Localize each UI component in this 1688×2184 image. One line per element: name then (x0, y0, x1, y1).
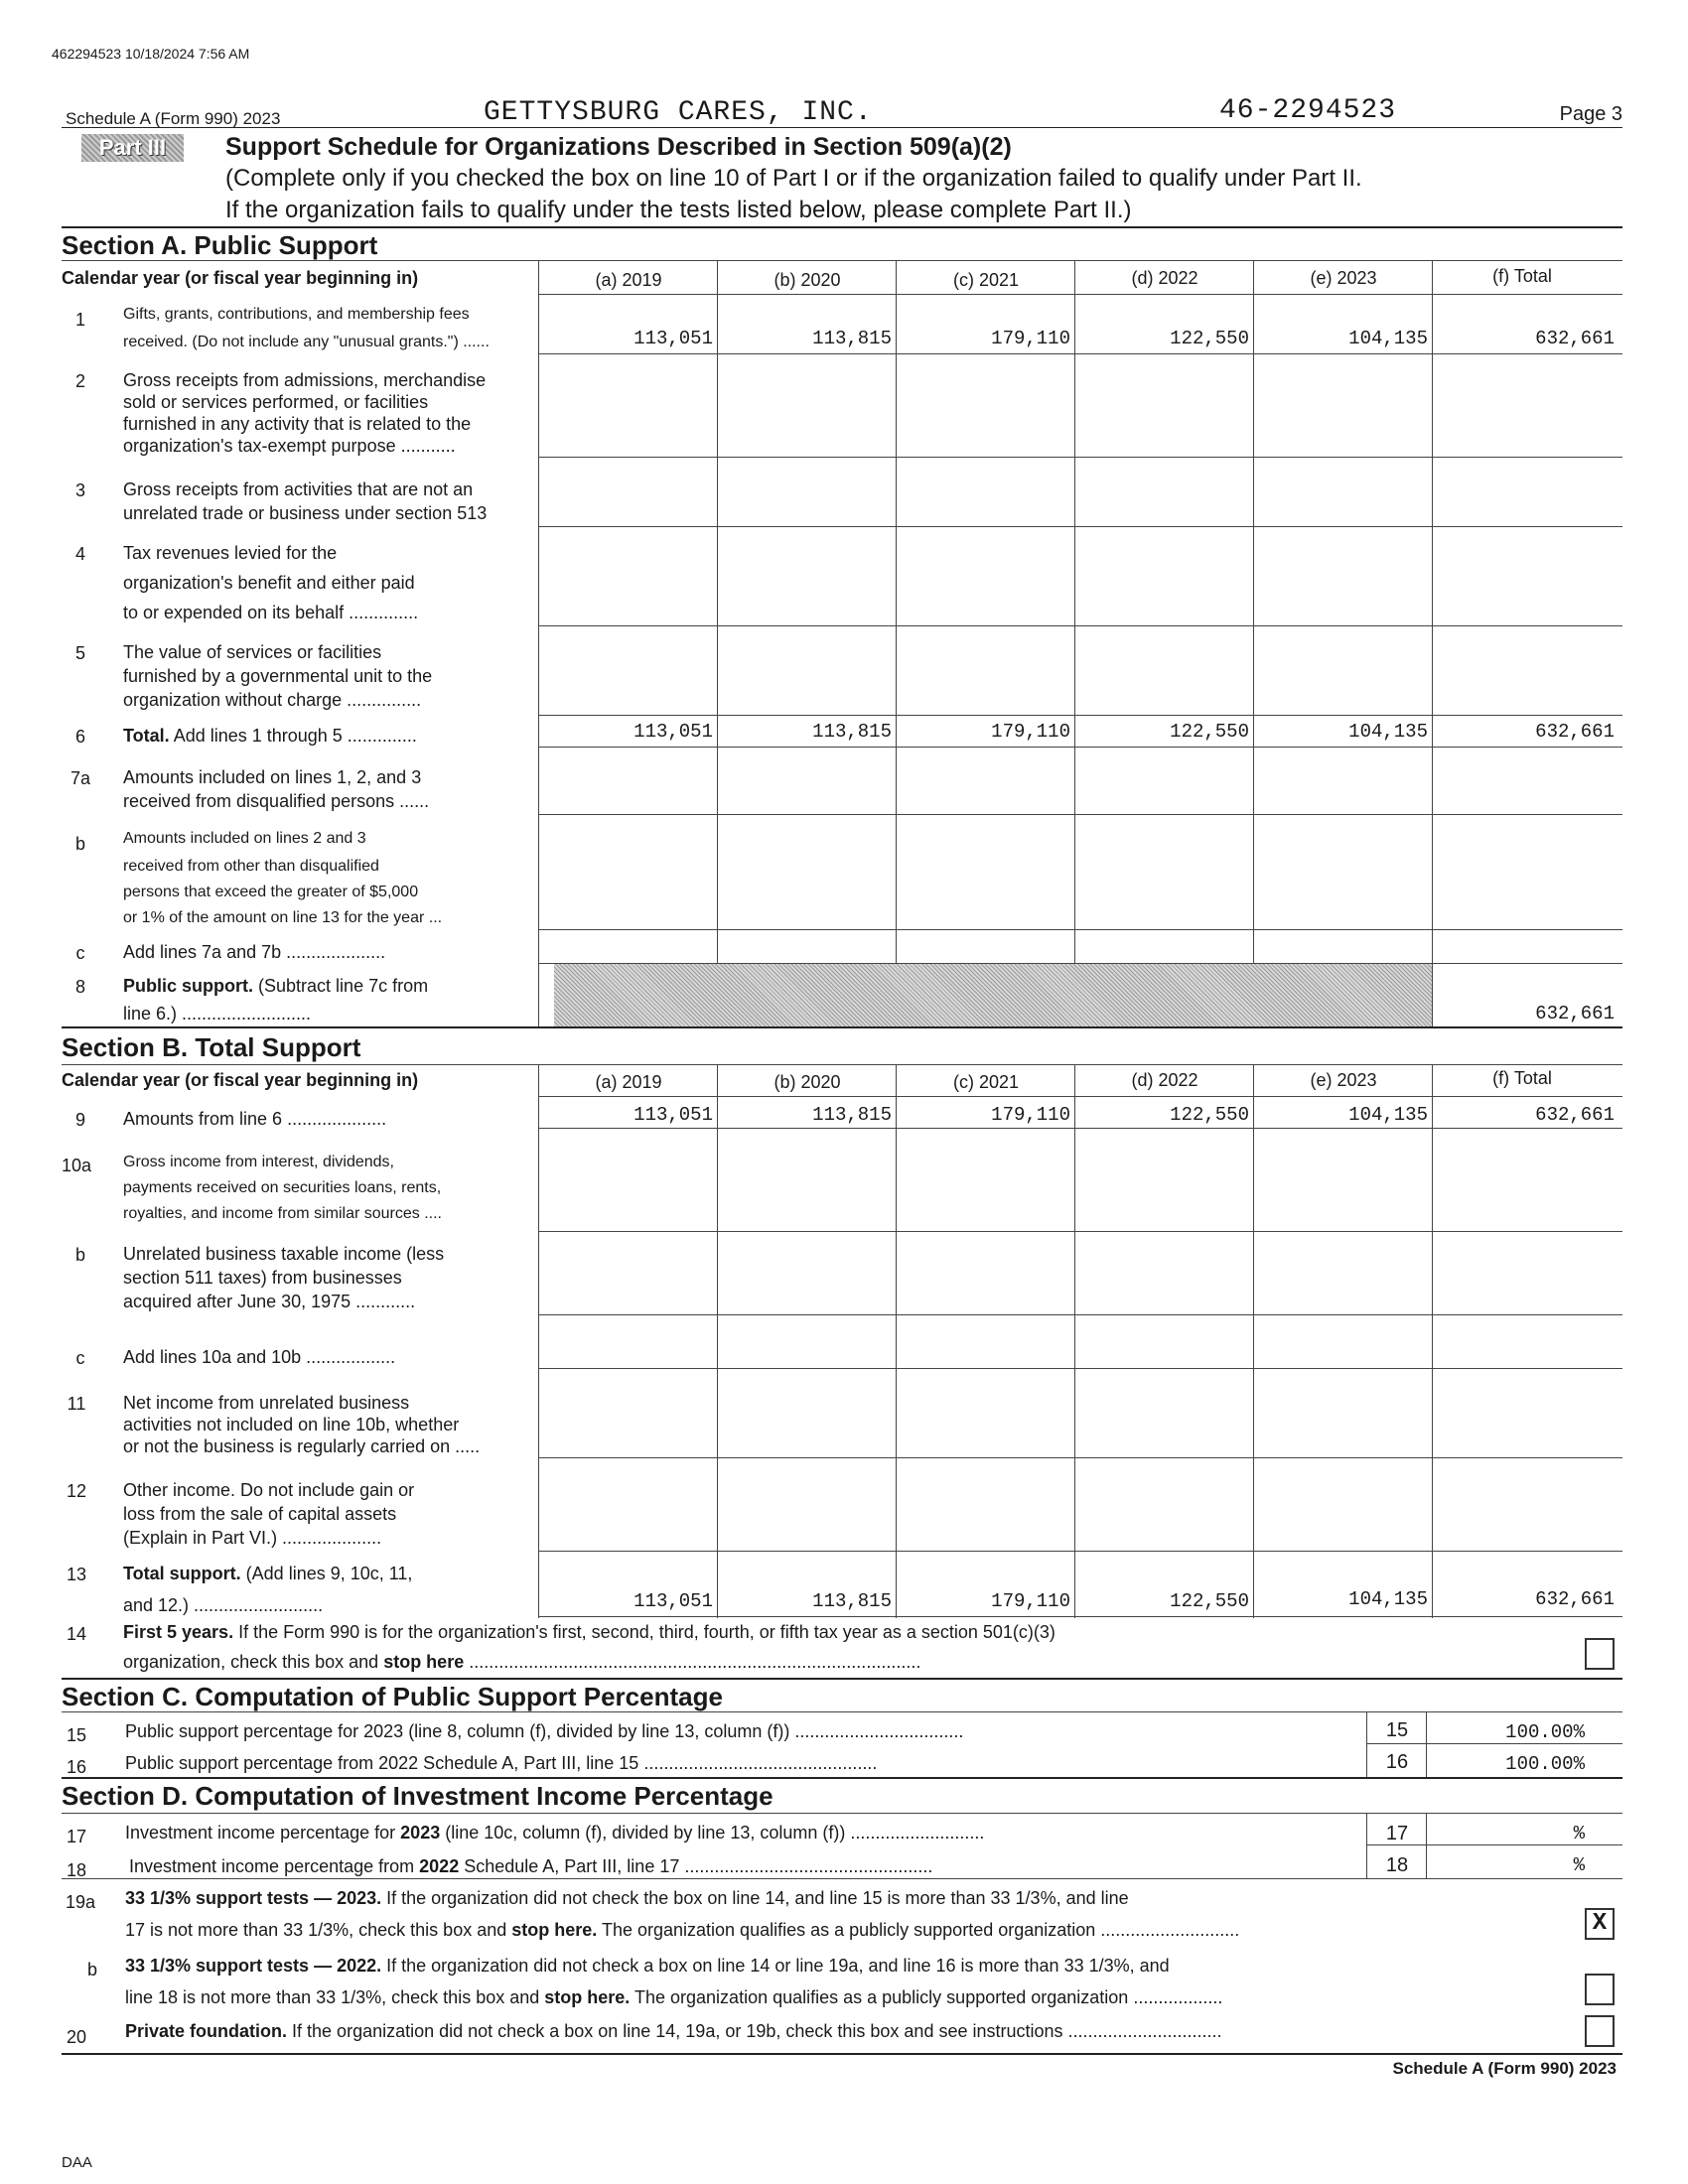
line-6-2019: 113,051 (633, 721, 713, 743)
line-4-desc-3: to or expended on its behalf .............. (123, 603, 419, 622)
line-13-2019: 113,051 (633, 1590, 713, 1612)
line-number: 19a (66, 1892, 96, 1912)
line-13-2021: 179,110 (991, 1590, 1070, 1612)
line-12-desc-3: (Explain in Part VI.) .................... (123, 1528, 382, 1548)
line-1-total: 632,661 (1535, 328, 1615, 349)
line-number: 13 (66, 1565, 87, 1584)
part-instruction-2: If the organization fails to qualify under the tests listed below, please complete Part II.) (225, 197, 1132, 223)
line-4-desc: Tax revenues levied for the (123, 543, 338, 563)
line-12-desc: Other income. Do not include gain or (123, 1480, 415, 1500)
line-19b-desc: 33 1/3% support tests — 2022. If the organization did not check a box on line 14 or line 19a, and line 16 is more than 33 1/3%, and (125, 1956, 1170, 1976)
section-c-title: Section C. Computation of Public Support Percentage (62, 1682, 723, 1711)
line-number: 12 (66, 1481, 87, 1501)
line-17-value: % (1573, 1823, 1585, 1844)
first-5-years-checkbox[interactable] (1585, 1638, 1615, 1670)
line-17-ref: 17 (1385, 1823, 1409, 1844)
line-9-2021: 179,110 (991, 1104, 1070, 1126)
col-e-header: (e) 2023 (1310, 268, 1377, 288)
line-14-desc-2: organization, check this box and stop here ........................................................................................... (123, 1652, 921, 1672)
line-number: 3 (74, 480, 85, 500)
line-2-desc: Gross receipts from admissions, merchandise (123, 370, 487, 390)
line-10b-desc: Unrelated business taxable income (less (123, 1244, 445, 1264)
line-9-2019: 113,051 (633, 1104, 713, 1126)
line-9-2020: 113,815 (812, 1104, 892, 1126)
line-15-desc: Public support percentage for 2023 (line 8, column (f), divided by line 13, column (f)) .................................. (125, 1721, 964, 1741)
line-18-value: % (1573, 1854, 1585, 1876)
col-a-header-b: (a) 2019 (595, 1072, 662, 1092)
col-d-header-b: (d) 2022 (1131, 1070, 1198, 1090)
line-13-total: 632,661 (1535, 1588, 1615, 1610)
shaded-cells (554, 964, 1432, 1026)
part-instruction-1: (Complete only if you checked the box on line 10 of Part I or if the organization failed to qualify under Part II. (225, 165, 1362, 192)
line-7a-desc-2: received from disqualified persons ...... (123, 791, 430, 811)
line-13-2023: 104,135 (1348, 1588, 1428, 1610)
line-number: 5 (74, 643, 85, 663)
support-test-2022-checkbox[interactable] (1585, 1974, 1615, 2005)
line-7b-desc-2: received from other than disqualified (123, 858, 379, 875)
line-7c-desc: Add lines 7a and 7b .................... (123, 942, 386, 962)
line-1-2021: 179,110 (991, 328, 1070, 349)
col-c-header: (c) 2021 (952, 270, 1020, 290)
line-1-2023: 104,135 (1348, 328, 1428, 349)
line-9-2022: 122,550 (1170, 1104, 1249, 1126)
col-a-header: (a) 2019 (595, 270, 662, 290)
section-a-title: Section A. Public Support (62, 230, 378, 260)
line-4-desc-2: organization's benefit and either paid (123, 573, 415, 593)
line-18-ref: 18 (1385, 1854, 1409, 1876)
line-16-value: 100.00% (1505, 1753, 1585, 1775)
line-2-desc-3: furnished in any activity that is related to the (123, 414, 472, 434)
line-9-2023: 104,135 (1348, 1104, 1428, 1126)
line-number: c (75, 1348, 85, 1368)
line-1-desc-2: received. (Do not include any "unusual grants.") ...... (123, 334, 490, 350)
line-number: 18 (66, 1860, 87, 1880)
calendar-year-label-a: Calendar year (or fiscal year beginning in) (62, 268, 419, 288)
line-number: 6 (74, 727, 85, 747)
organization-name: GETTYSBURG CARES, INC. (484, 97, 873, 128)
line-5-desc-3: organization without charge ............... (123, 690, 422, 710)
form-label: Schedule A (Form 990) 2023 (66, 109, 281, 128)
line-2-desc-4: organization's tax-exempt purpose ........... (123, 436, 456, 456)
col-e-header-b: (e) 2023 (1310, 1070, 1377, 1090)
line-10a-desc: Gross income from interest, dividends, (123, 1154, 394, 1170)
col-f-header-b: (f) Total (1492, 1068, 1552, 1088)
line-8-desc-2: line 6.) .......................... (123, 1004, 312, 1024)
line-7b-desc-4: or 1% of the amount on line 13 for the year ... (123, 909, 443, 926)
private-foundation-checkbox[interactable] (1585, 2015, 1615, 2047)
line-1-2022: 122,550 (1170, 328, 1249, 349)
line-number: 14 (66, 1624, 87, 1644)
section-b-title: Section B. Total Support (62, 1032, 361, 1062)
line-12-desc-2: loss from the sale of capital assets (123, 1504, 397, 1524)
line-19b-desc-2: line 18 is not more than 33 1/3%, check this box and stop here. The organization qualifies as a publicly supported organization .................. (125, 1987, 1223, 2007)
line-6-2022: 122,550 (1170, 721, 1249, 743)
line-3-desc: Gross receipts from activities that are not an (123, 479, 474, 499)
line-number: b (74, 1245, 85, 1265)
line-5-desc-2: furnished by a governmental unit to the (123, 666, 433, 686)
line-1-2020: 113,815 (812, 328, 892, 349)
line-11-desc-3: or not the business is regularly carried on ..... (123, 1436, 481, 1456)
line-8-total: 632,661 (1535, 1003, 1615, 1024)
line-19a-desc-2: 17 is not more than 33 1/3%, check this box and stop here. The organization qualifies as a publicly supported organization ............................ (125, 1920, 1240, 1940)
line-11-desc-2: activities not included on line 10b, whether (123, 1415, 460, 1434)
line-20-desc: Private foundation. If the organization did not check a box on line 14, 19a, or 19b, check this box and see instructions ............................... (125, 2021, 1222, 2041)
line-7a-desc: Amounts included on lines 1, 2, and 3 (123, 767, 422, 787)
line-5-desc: The value of services or facilities (123, 642, 382, 662)
line-15-ref: 15 (1385, 1719, 1409, 1741)
line-6-2020: 113,815 (812, 721, 892, 743)
line-number: 4 (74, 544, 85, 564)
col-b-header-b: (b) 2020 (774, 1072, 841, 1092)
line-10a-desc-2: payments received on securities loans, rents, (123, 1179, 442, 1196)
line-number: 17 (66, 1827, 87, 1846)
line-number: b (74, 834, 85, 854)
line-16-ref: 16 (1385, 1751, 1409, 1773)
line-9-desc: Amounts from line 6 .................... (123, 1109, 387, 1129)
line-15-value: 100.00% (1505, 1721, 1585, 1743)
support-test-2023-checkbox[interactable]: X (1585, 1908, 1615, 1940)
line-17-desc: Investment income percentage for 2023 (line 10c, column (f), divided by line 13, column (f)) ........................... (125, 1823, 985, 1843)
line-number: 16 (66, 1757, 87, 1777)
line-3-desc-2: unrelated trade or business under section 513 (123, 503, 488, 523)
part-badge: Part III (81, 134, 184, 162)
line-13-desc: Total support. (Add lines 9, 10c, 11, (123, 1564, 413, 1583)
line-18-desc: Investment income percentage from 2022 Schedule A, Part III, line 17 .................................................. (129, 1856, 933, 1876)
line-number: 7a (70, 768, 91, 788)
page-number: Page 3 (1559, 103, 1622, 125)
line-14-desc: First 5 years. If the Form 990 is for the organization's first, second, third, fourth, or fifth tax year as a section 501(c)(3) (123, 1622, 1055, 1642)
col-c-header-b: (c) 2021 (952, 1072, 1020, 1092)
line-6-2021: 179,110 (991, 721, 1070, 743)
calendar-year-label-b: Calendar year (or fiscal year beginning in) (62, 1070, 419, 1090)
line-1-2019: 113,051 (633, 328, 713, 349)
daa-label: DAA (62, 2154, 92, 2171)
line-2-desc-2: sold or services performed, or facilities (123, 392, 429, 412)
line-number: 8 (74, 977, 85, 997)
line-9-total: 632,661 (1535, 1104, 1615, 1126)
col-f-header: (f) Total (1492, 266, 1552, 286)
col-b-header: (b) 2020 (774, 270, 841, 290)
line-6-desc: Total. Add lines 1 through 5 .............. (123, 726, 417, 746)
line-7b-desc-3: persons that exceed the greater of $5,000 (123, 884, 419, 900)
line-8-desc: Public support. (Subtract line 7c from (123, 976, 429, 996)
ein: 46-2294523 (1219, 95, 1397, 126)
section-d-title: Section D. Computation of Investment Income Percentage (62, 1781, 774, 1811)
line-19a-desc: 33 1/3% support tests — 2023. If the organization did not check the box on line 14, and line 15 is more than 33 1/3%, and line (125, 1888, 1129, 1908)
line-10c-desc: Add lines 10a and 10b .................. (123, 1347, 396, 1367)
print-stamp: 462294523 10/18/2024 7:56 AM (52, 46, 250, 62)
line-number: 1 (74, 310, 85, 330)
line-1-desc: Gifts, grants, contributions, and membership fees (123, 306, 470, 323)
line-16-desc: Public support percentage from 2022 Schedule A, Part III, line 15 ............................................... (125, 1753, 878, 1773)
line-number: 20 (66, 2027, 87, 2047)
col-d-header: (d) 2022 (1131, 268, 1198, 288)
part-title: Support Schedule for Organizations Described in Section 509(a)(2) (225, 133, 1012, 161)
line-13-desc-2: and 12.) .......................... (123, 1595, 324, 1615)
line-13-2020: 113,815 (812, 1590, 892, 1612)
footer-form-label: Schedule A (Form 990) 2023 (1392, 2059, 1617, 2078)
line-number: 9 (74, 1110, 85, 1130)
line-10b-desc-2: section 511 taxes) from businesses (123, 1268, 402, 1288)
line-10b-desc-3: acquired after June 30, 1975 ............ (123, 1292, 416, 1311)
line-7b-desc: Amounts included on lines 2 and 3 (123, 830, 366, 847)
line-6-2023: 104,135 (1348, 721, 1428, 743)
line-number: b (86, 1960, 97, 1979)
line-number: 10a (62, 1156, 92, 1175)
line-13-2022: 122,550 (1170, 1590, 1249, 1612)
line-6-total: 632,661 (1535, 721, 1615, 743)
line-number: 2 (74, 371, 85, 391)
line-number: 15 (66, 1725, 87, 1745)
line-11-desc: Net income from unrelated business (123, 1393, 410, 1413)
line-number: c (75, 943, 85, 963)
line-10a-desc-3: royalties, and income from similar sources .... (123, 1205, 442, 1222)
line-number: 11 (67, 1394, 86, 1414)
